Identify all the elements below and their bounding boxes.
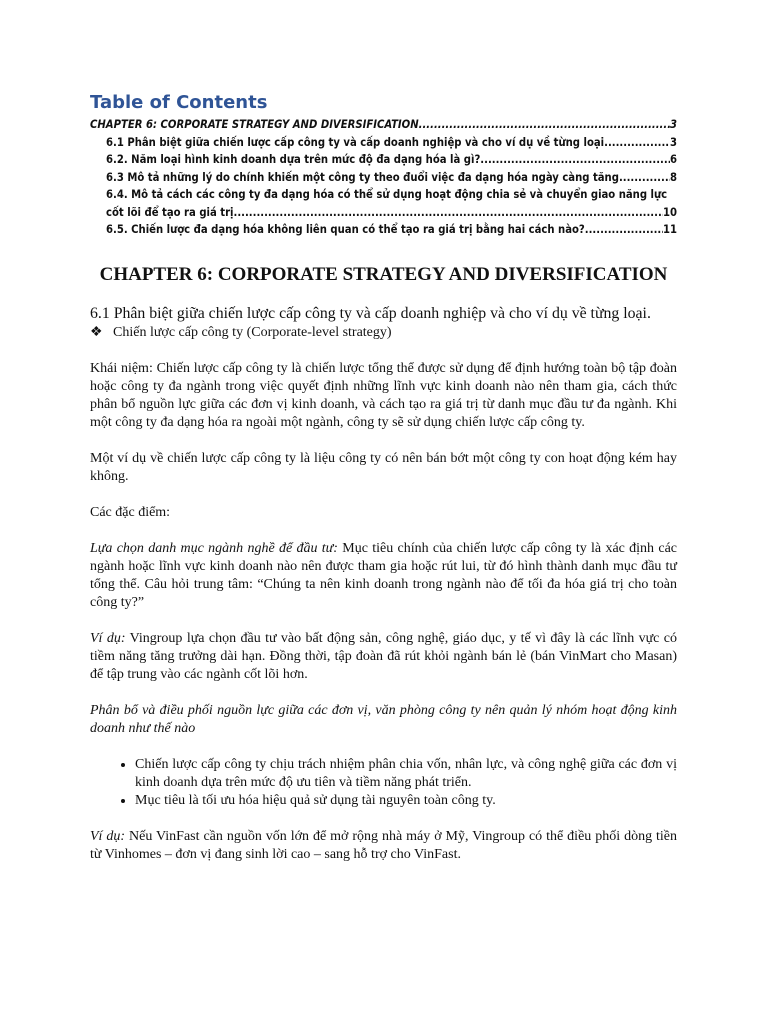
toc-entry-text: CHAPTER 6: CORPORATE STRATEGY AND DIVERSIFICATION [90,118,419,131]
toc-leader-dots [234,204,663,222]
diamond-list-item [90,324,677,342]
italic-label: Lựa chọn danh mục ngành nghề để đầu tư: [90,540,338,556]
list-item: • Mục tiêu là tối ưu hóa hiệu quả sử dụng tài nguyên toàn công ty. [135,792,677,810]
toc-page-number: 3 [669,118,677,131]
section-title: 6.1 Phân biệt giữa chiến lược cấp công ty và cấp doanh nghiệp và cho ví dụ về từng loại. [90,304,651,322]
toc-entry-6-1[interactable] [90,134,677,152]
bullet-list [90,756,677,810]
toc-entry-6-5[interactable] [90,221,677,239]
diamond-bullet-icon: ❖ [90,324,103,340]
toc-leader-dots [604,134,670,152]
toc-page-number: 3 [669,135,677,149]
toc-entry-6-3[interactable] [90,169,677,187]
toc-leader-dots [585,221,663,239]
paragraph-features-label: Các đặc điểm: [90,504,171,520]
toc-page-number: 11 [662,223,677,236]
paragraph-text: Nếu VinFast cần nguồn vốn lớn để mở rộng nhà máy ở Mỹ, Vingroup có thể điều phối dòng tiền từ Vinhomes – đơn vị đang sinh lời cao – sang hỗ trợ cho VinFast. [90,828,678,862]
toc-entry-text: 6.1 Phân biệt giữa chiến lược cấp công ty và cấp doanh nghiệp và cho ví dụ về từng loại [106,135,605,149]
paragraph-resource-allocation-heading [90,702,677,738]
toc-leader-dots [480,151,670,169]
toc-entry-continuation [106,204,677,222]
paragraph-text: Mục tiêu chính của chiến lược cấp công ty là xác định các ngành hoặc lĩnh vực kinh doanh nào nên được tham gia hoặc rút lui, từ đó hình thành danh mục đầu tư tổng thể. Câu hỏi trung tâm: “Chúng ta nên kinh doanh trong ngành nào để tối đa hóa giá trị cho toàn công ty?” [90,540,677,610]
toc-leader-dots [419,116,670,134]
toc-entry-chapter[interactable] [90,116,677,134]
paragraph-portfolio-selection [90,540,677,612]
toc-entry-text: 6.3 Mô tả những lý do chính khiến một công ty theo đuổi việc đa dạng hóa ngày càng tăng [106,170,619,184]
italic-text: Phân bổ và điều phối nguồn lực giữa các đơn vị, văn phòng công ty nên quản lý nhóm hoạt động kinh doanh như thế nào [90,702,677,736]
paragraph-example-divest: Một ví dụ về chiến lược cấp công ty là liệu công ty có nên bán bớt một công ty con hoạt động kém hay không. [90,450,677,484]
toc-entry-6-2[interactable] [90,151,677,169]
paragraph-vingroup-example [90,630,677,684]
toc-page-number: 6 [669,153,677,166]
paragraph-text: Vingroup lựa chọn đầu tư vào bất động sản, công nghệ, giáo dục, y tế vì đây là các lĩnh vực có tiềm năng tăng trưởng dài hạn. Đồng thời, tập đoàn đã rút khỏi ngành bán lẻ (bán VinMart cho Masan) để tập trung vào các ngành cốt lõi hơn. [90,630,677,682]
toc-entry-text-cont: cốt lõi để tạo ra giá trị [106,205,234,219]
toc-entry-6-4[interactable] [90,186,677,221]
toc-leader-dots [619,169,670,187]
chapter-title: CHAPTER 6: CORPORATE STRATEGY AND DIVERSIFICATION [99,263,668,285]
toc-entry-text: 6.5. Chiến lược đa dạng hóa không liên quan có thể tạo ra giá trị bằng hai cách nào? [106,223,585,236]
toc-entry-text: 6.4. Mô tả cách các công ty đa dạng hóa có thể sử dụng hoạt động chia sẻ và chuyển giao năng lực [106,188,668,201]
italic-label: Ví dụ: [90,828,126,844]
toc-page-number: 10 [662,205,677,219]
diamond-item-text: Chiến lược cấp công ty (Corporate-level strategy) [113,324,392,340]
page-content [90,92,677,864]
paragraph-vinfast-example [90,828,677,864]
toc-page-number: 8 [669,170,677,184]
italic-label: Ví dụ: [90,630,126,646]
paragraph-concept: Khái niệm: Chiến lược cấp công ty là chiến lược tổng thể được sử dụng để định hướng toàn bộ tập đoàn hoặc công ty đa ngành trong việc quyết định những lĩnh vực kinh doanh nào nên tham gia, cách thức phân bổ nguồn lực giữa các đơn vị kinh doanh, và cách tạo ra giá trị từ danh mục đầu tư đa ngành. Khi một công ty đa dạng hóa ra ngoài một ngành, công ty sẽ sử dụng chiến lược cấp công ty. [90,360,677,430]
list-item: • Chiến lược cấp công ty chịu trách nhiệm phân chia vốn, nhân lực, và công nghệ giữa các đơn vị kinh doanh dựa trên mức độ ưu tiên và tiềm năng phát triển. [135,756,677,792]
toc-entry-text: 6.2. Năm loại hình kinh doanh dựa trên mức độ đa dạng hóa là gì? [106,153,481,166]
toc-heading: Table of Contents [90,92,268,113]
